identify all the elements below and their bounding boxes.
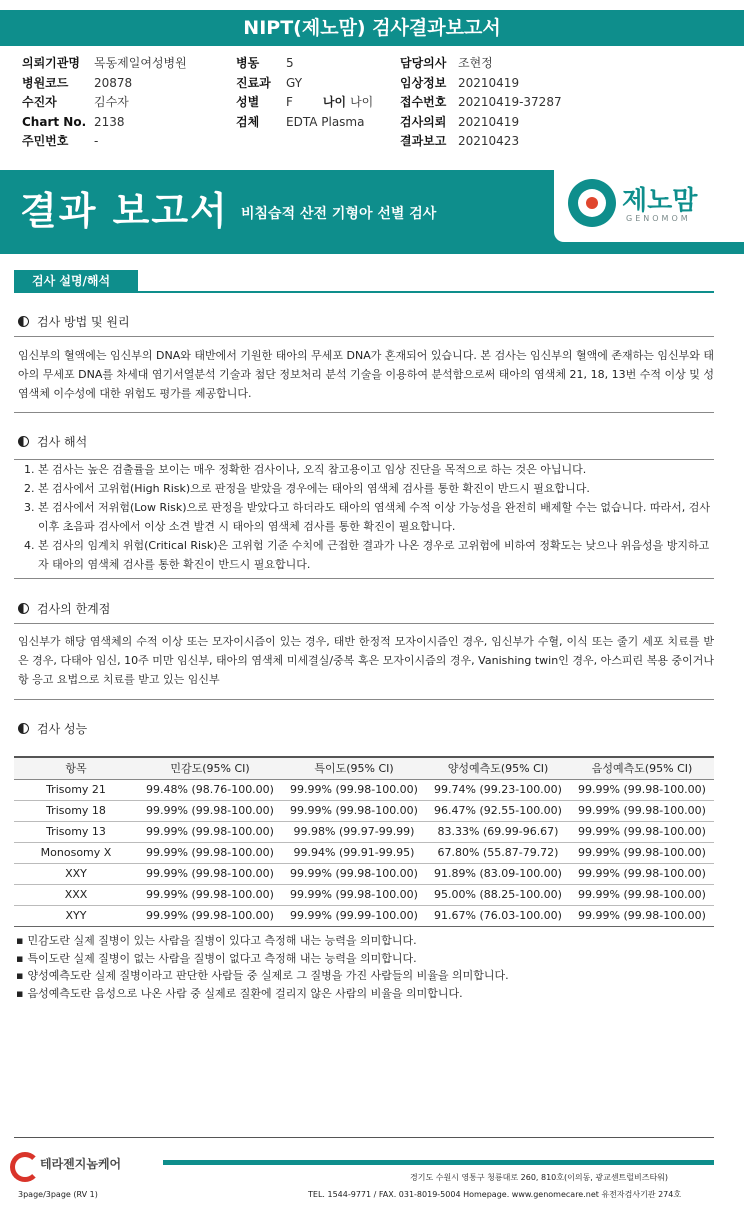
perf-heading-text: 검사 성능 xyxy=(37,722,88,736)
table-cell: 99.99% (99.98-100.00) xyxy=(570,821,714,842)
genomom-logo-icon xyxy=(568,179,616,227)
table-cell: 83.33% (69.99-96.67) xyxy=(426,821,570,842)
meta-row xyxy=(400,132,562,152)
meta-value: - xyxy=(94,134,99,148)
table-cell: 99.99% (99.98-100.00) xyxy=(138,884,282,905)
note-item: ▪ 민감도란 실제 질병이 있는 사람을 질병이 있다고 측정해 내는 능력을 의미합니다. xyxy=(16,932,509,950)
table-header: 민감도(95% CI) xyxy=(138,757,282,779)
table-cell: 99.99% (99.98-100.00) xyxy=(138,800,282,821)
meta-col-2 xyxy=(236,54,373,132)
company-name: 테라젠지놈케어 xyxy=(40,1156,122,1171)
table-cell: Monosomy X xyxy=(14,842,138,863)
list-item xyxy=(24,536,714,574)
company-logo xyxy=(10,1152,121,1174)
report-title: NIPT(제노맘) 검사결과보고서 xyxy=(0,10,744,46)
meta-value: 20210419 xyxy=(458,75,520,90)
meta-value: 5 xyxy=(286,56,294,70)
half-circle-icon xyxy=(18,723,29,734)
table-cell: 99.99% (99.98-100.00) xyxy=(570,779,714,800)
meta-row xyxy=(22,132,187,152)
page-info: 3page/3page (RV 1) xyxy=(18,1190,98,1199)
meta-label: 검사의뢰 xyxy=(400,114,447,129)
company-address: 경기도 수원시 영통구 청룡대로 260, 810호(이의동, 광교센트럴비즈타워) xyxy=(410,1173,669,1182)
meta-row xyxy=(400,113,562,133)
meta-label: 성별 xyxy=(236,95,260,109)
list-text: 본 검사에서 고위험(High Risk)으로 판정을 받았을 경우에는 태아의 염색체 검사를 통한 확진이 반드시 필요합니다. xyxy=(38,482,590,495)
meta-value: 20210419-37287 xyxy=(458,95,562,109)
meta-value: 20210423 xyxy=(458,134,520,148)
limit-heading-text: 검사의 한계점 xyxy=(37,602,111,616)
method-heading-text: 검사 방법 및 원리 xyxy=(37,315,130,329)
table-header-row xyxy=(14,757,714,779)
logo-subtitle: GENOMOM xyxy=(626,214,691,223)
meta-label: 검체 xyxy=(236,114,260,129)
table-cell: XXX xyxy=(14,884,138,905)
meta-value: 2138 xyxy=(94,114,125,129)
meta-value: F xyxy=(286,95,293,109)
divider xyxy=(14,623,714,624)
performance-table xyxy=(14,756,714,927)
perf-heading xyxy=(18,720,87,737)
meta-row xyxy=(236,113,373,133)
meta-col-3 xyxy=(400,54,562,152)
meta-col-1 xyxy=(22,54,187,152)
meta-value: 20878 xyxy=(94,75,133,90)
table-cell: 99.99% (99.98-100.00) xyxy=(570,842,714,863)
table-cell: 91.89% (83.09-100.00) xyxy=(426,863,570,884)
meta-row xyxy=(236,93,373,113)
table-cell: 99.99% (99.99-100.00) xyxy=(282,905,426,926)
interp-heading-text: 검사 해석 xyxy=(37,435,88,449)
logo-name: 제노맘 xyxy=(622,186,698,216)
meta-value: 20210419 xyxy=(458,114,520,129)
table-cell: Trisomy 18 xyxy=(14,800,138,821)
table-header: 항목 xyxy=(14,757,138,779)
half-circle-icon xyxy=(18,316,29,327)
table-row xyxy=(14,800,714,821)
table-row xyxy=(14,863,714,884)
divider xyxy=(14,699,714,700)
note-item: ▪ 양성예측도란 실제 질병이라고 판단한 사람들 중 실제로 그 질병을 가진 사람들의 비율을 의미합니다. xyxy=(16,967,509,985)
method-text: 임신부의 혈액에는 임신부의 DNA와 태반에서 기원한 태아의 무세포 DNA가 혼재되어 있습니다. 본 검사는 임신부의 혈액에 존재하는 임신부와 태아의 무세포 DNA를 차세대 염기서열분석 기술과 첨단 정보처리 분석 기술을 이용하여 분석함으로써 태아의 염색체 21, 18, 13번 수적 이상 및 성염색체 이수성에 대한 위험도 평가를 제공합니다. xyxy=(18,349,714,400)
list-item xyxy=(24,460,714,479)
list-num: 2. xyxy=(24,482,35,495)
meta-label: 주민번호 xyxy=(22,134,69,148)
meta-row xyxy=(22,113,187,133)
meta-value: 김수자 xyxy=(94,95,129,109)
list-text: 본 검사에서 저위험(Low Risk)으로 판정을 받았다고 하더라도 태아의 염색체 수적 이상 가능성을 완전히 배제할 수는 없습니다. 따라서, 검사 이후 초음파 검사에서 이상 소견 발견 시 태아의 염색체 검사를 통한 확진이 필요합니다. xyxy=(38,501,711,533)
footer-rule xyxy=(14,1137,714,1138)
table-header: 음성예측도(95% CI) xyxy=(570,757,714,779)
meta-label: 접수번호 xyxy=(400,95,447,109)
table-cell: 95.00% (88.25-100.00) xyxy=(426,884,570,905)
table-cell: 99.99% (99.98-100.00) xyxy=(282,884,426,905)
meta-label: 병동 xyxy=(236,56,260,70)
table-cell: Trisomy 21 xyxy=(14,779,138,800)
definition-notes xyxy=(16,932,509,1002)
table-cell: 99.94% (99.91-99.95) xyxy=(282,842,426,863)
meta-row xyxy=(400,74,562,94)
note-item: ▪ 특이도란 실제 질병이 없는 사람을 질병이 없다고 측정해 내는 능력을 의미합니다. xyxy=(16,950,509,968)
meta-label: 진료과 xyxy=(236,75,271,90)
interp-heading xyxy=(18,433,87,450)
table-cell: 99.99% (99.98-100.00) xyxy=(138,842,282,863)
table-cell: 99.99% (99.98-100.00) xyxy=(570,800,714,821)
table-cell: 99.99% (99.98-100.00) xyxy=(570,863,714,884)
method-heading xyxy=(18,313,130,330)
meta-row xyxy=(400,93,562,113)
meta-label: Chart No. xyxy=(22,114,87,129)
table-cell: 99.99% (99.98-100.00) xyxy=(282,863,426,884)
half-circle-icon xyxy=(18,603,29,614)
meta-label: 병원코드 xyxy=(22,75,69,90)
table-cell: 99.74% (99.23-100.00) xyxy=(426,779,570,800)
genomom-logo xyxy=(554,170,744,242)
meta-value: 목동제일여성병원 xyxy=(94,56,187,70)
table-cell: 67.80% (55.87-79.72) xyxy=(426,842,570,863)
meta-label: 담당의사 xyxy=(400,56,447,70)
table-cell: 99.99% (99.98-100.00) xyxy=(138,905,282,926)
banner-title: 결과 보고서 xyxy=(20,189,229,233)
list-text: 본 검사는 높은 검출률을 보이는 매우 정확한 검사이나, 오직 참고용이고 임상 진단을 목적으로 하는 것은 아닙니다. xyxy=(38,463,587,476)
g-logo-icon xyxy=(10,1152,36,1174)
divider xyxy=(14,578,714,579)
interp-list xyxy=(24,460,714,574)
list-num: 3. xyxy=(24,501,35,514)
banner-subtitle: 비침습적 산전 기형아 선별 검사 xyxy=(241,206,437,222)
meta-label: 임상정보 xyxy=(400,75,447,90)
table-row xyxy=(14,842,714,863)
table-header: 특이도(95% CI) xyxy=(282,757,426,779)
meta-value: EDTA Plasma xyxy=(286,114,365,129)
meta-value: 조현정 xyxy=(458,56,493,70)
table-row xyxy=(14,779,714,800)
limit-heading xyxy=(18,600,110,617)
table-header: 양성예측도(95% CI) xyxy=(426,757,570,779)
meta-row xyxy=(236,54,373,74)
meta-label: 수진자 xyxy=(22,95,57,109)
table-cell: 99.99% (99.98-100.00) xyxy=(138,863,282,884)
meta-row xyxy=(400,54,562,74)
list-item xyxy=(24,479,714,498)
table-cell: 91.67% (76.03-100.00) xyxy=(426,905,570,926)
divider xyxy=(14,336,714,337)
result-banner xyxy=(0,170,744,254)
table-cell: Trisomy 13 xyxy=(14,821,138,842)
list-num: 1. xyxy=(24,463,35,476)
table-cell: 99.99% (99.98-100.00) xyxy=(282,800,426,821)
table-cell: 99.99% (99.98-100.00) xyxy=(138,821,282,842)
list-item xyxy=(24,498,714,536)
meta-label: 의뢰기관명 xyxy=(22,56,80,70)
table-cell: 99.99% (99.98-100.00) xyxy=(570,905,714,926)
table-cell: 99.48% (98.76-100.00) xyxy=(138,779,282,800)
section-tab: 검사 설명/해석 xyxy=(14,270,138,292)
age-value: 나이 xyxy=(350,95,374,109)
list-text: 본 검사의 임계치 위험(Critical Risk)은 고위험 기준 수치에 근접한 결과가 나온 경우로 고위험에 비하여 정확도는 낮으나 위음성을 방지하고자 태아의 염색체 검사를 통한 확진이 반드시 필요합니다. xyxy=(38,539,710,571)
half-circle-icon xyxy=(18,436,29,447)
meta-value: GY xyxy=(286,75,303,90)
table-cell: XXY xyxy=(14,863,138,884)
note-item: ▪ 음성예측도란 음성으로 나온 사람 중 실제로 질환에 걸리지 않은 사람의 비율을 의미합니다. xyxy=(16,985,509,1003)
meta-row xyxy=(22,93,187,113)
company-contact: TEL. 1544-9771 / FAX. 031-8019-5004 Homepage. www.genomecare.net 유전자검사기관 274호 xyxy=(308,1190,682,1199)
table-row xyxy=(14,821,714,842)
meta-label: 결과보고 xyxy=(400,134,447,148)
footer-bar xyxy=(163,1160,714,1165)
table-row xyxy=(14,905,714,926)
table-cell: 99.98% (99.97-99.99) xyxy=(282,821,426,842)
meta-row xyxy=(236,74,373,94)
table-cell: XYY xyxy=(14,905,138,926)
age-label: 나이 xyxy=(322,95,347,109)
meta-row xyxy=(22,54,187,74)
table-cell: 96.47% (92.55-100.00) xyxy=(426,800,570,821)
list-num: 4. xyxy=(24,539,35,552)
table-cell: 99.99% (99.98-100.00) xyxy=(570,884,714,905)
table-cell: 99.99% (99.98-100.00) xyxy=(282,779,426,800)
meta-row xyxy=(22,74,187,94)
section-rule xyxy=(14,291,714,293)
divider xyxy=(14,412,714,413)
table-row xyxy=(14,884,714,905)
limit-text: 임신부가 해당 염색체의 수적 이상 또는 모자이시즘이 있는 경우, 태반 한정적 모자이시즘인 경우, 임신부가 수혈, 이식 또는 줄기 세포 치료를 받은 경우, 다태아 임신, 10주 미만 임신부, 태아의 염색체 미세결실/중복 혹은 모자이시즘의 경우, Vanishing twin인 경우, 아스피린 복용 중이거나 항 응고 요법으로 치료를 받고 있는 임신부 xyxy=(18,635,714,686)
